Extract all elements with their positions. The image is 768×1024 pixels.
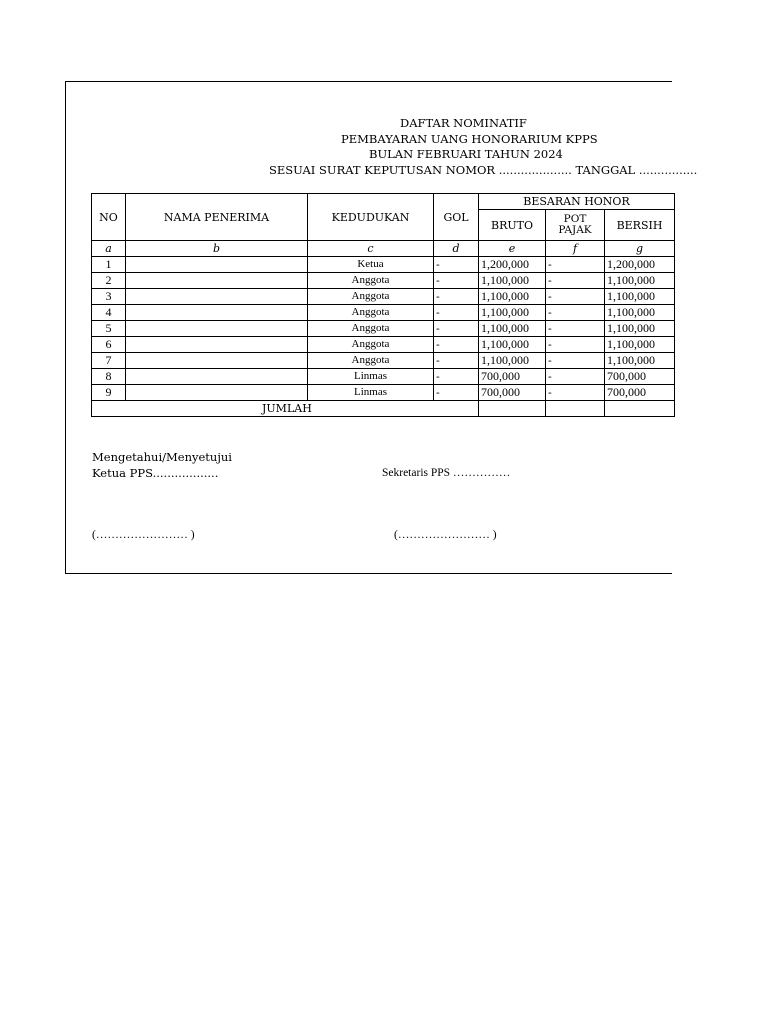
row-bersih: 700,000 xyxy=(605,369,675,385)
row-gol: - xyxy=(434,353,479,369)
row-gol: - xyxy=(434,305,479,321)
doc-period: BULAN FEBRUARI TAHUN 2024 xyxy=(369,147,563,161)
row-pot: - xyxy=(546,257,605,273)
row-bruto: 700,000 xyxy=(479,369,546,385)
row-gol: - xyxy=(434,289,479,305)
nominative-table xyxy=(91,193,675,417)
row-gol: - xyxy=(434,273,479,289)
row-gol: - xyxy=(434,321,479,337)
row-no: 3 xyxy=(92,289,126,305)
row-bersih: 700,000 xyxy=(605,385,675,401)
row-kedudukan: Anggota xyxy=(308,273,434,289)
header-kedudukan: KEDUDUKAN xyxy=(308,194,434,241)
row-nama xyxy=(126,369,308,385)
row-gol: - xyxy=(434,257,479,273)
table-row xyxy=(92,369,675,385)
ketua-label: Ketua PPS.................. xyxy=(92,466,219,480)
row-kedudukan: Anggota xyxy=(308,305,434,321)
total-bruto xyxy=(479,401,546,417)
row-no: 9 xyxy=(92,385,126,401)
row-pot: - xyxy=(546,385,605,401)
letter-c: c xyxy=(308,241,434,257)
signature-right: (…………………… ) xyxy=(394,529,497,541)
row-bruto: 1,100,000 xyxy=(479,273,546,289)
table-row xyxy=(92,385,675,401)
row-kedudukan: Linmas xyxy=(308,369,434,385)
doc-subtitle: PEMBAYARAN UANG HONORARIUM KPPS xyxy=(341,132,598,146)
row-nama xyxy=(126,257,308,273)
total-pot xyxy=(546,401,605,417)
row-no: 5 xyxy=(92,321,126,337)
row-nama xyxy=(126,353,308,369)
signature-left: (…………………… ) xyxy=(92,529,195,541)
row-bersih: 1,100,000 xyxy=(605,273,675,289)
row-nama xyxy=(126,321,308,337)
row-pot: - xyxy=(546,273,605,289)
row-nama xyxy=(126,305,308,321)
row-bersih: 1,100,000 xyxy=(605,353,675,369)
row-pot: - xyxy=(546,353,605,369)
row-nama xyxy=(126,289,308,305)
row-gol: - xyxy=(434,369,479,385)
row-pot: - xyxy=(546,321,605,337)
row-bruto: 1,100,000 xyxy=(479,321,546,337)
table-row xyxy=(92,273,675,289)
row-bruto: 1,200,000 xyxy=(479,257,546,273)
total-bersih xyxy=(605,401,675,417)
row-no: 8 xyxy=(92,369,126,385)
table-row xyxy=(92,289,675,305)
row-bersih: 1,100,000 xyxy=(605,305,675,321)
table-row xyxy=(92,321,675,337)
row-pot: - xyxy=(546,369,605,385)
letter-d: d xyxy=(434,241,479,257)
row-kedudukan: Anggota xyxy=(308,337,434,353)
approval-label: Mengetahui/Menyetujui xyxy=(92,450,232,464)
letter-g: g xyxy=(605,241,675,257)
row-bersih: 1,100,000 xyxy=(605,337,675,353)
row-pot: - xyxy=(546,305,605,321)
row-pot: - xyxy=(546,289,605,305)
row-kedudukan: Linmas xyxy=(308,385,434,401)
row-no: 7 xyxy=(92,353,126,369)
row-kedudukan: Anggota xyxy=(308,289,434,305)
row-no: 1 xyxy=(92,257,126,273)
row-gol: - xyxy=(434,337,479,353)
letter-e: e xyxy=(479,241,546,257)
row-no: 2 xyxy=(92,273,126,289)
row-gol: - xyxy=(434,385,479,401)
doc-decree-ref: SESUAI SURAT KEPUTUSAN NOMOR .................... TANGGAL ................ xyxy=(269,163,698,177)
row-bersih: 1,100,000 xyxy=(605,321,675,337)
table-row xyxy=(92,353,675,369)
header-besaran-honor: BESARAN HONOR xyxy=(479,194,675,210)
row-nama xyxy=(126,337,308,353)
row-no: 6 xyxy=(92,337,126,353)
document-sheet xyxy=(65,81,698,574)
doc-title: DAFTAR NOMINATIF xyxy=(400,116,527,130)
row-bersih: 1,200,000 xyxy=(605,257,675,273)
row-bruto: 1,100,000 xyxy=(479,305,546,321)
header-no: NO xyxy=(92,194,126,241)
row-kedudukan: Anggota xyxy=(308,321,434,337)
row-kedudukan: Ketua xyxy=(308,257,434,273)
header-bruto: BRUTO xyxy=(479,210,546,241)
total-label: JUMLAH xyxy=(92,401,479,417)
row-bruto: 700,000 xyxy=(479,385,546,401)
row-nama xyxy=(126,273,308,289)
header-nama: NAMA PENERIMA xyxy=(126,194,308,241)
row-bersih: 1,100,000 xyxy=(605,289,675,305)
table-row xyxy=(92,257,675,273)
row-kedudukan: Anggota xyxy=(308,353,434,369)
letter-f: f xyxy=(546,241,605,257)
header-bersih: BERSIH xyxy=(605,210,675,241)
row-bruto: 1,100,000 xyxy=(479,353,546,369)
row-bruto: 1,100,000 xyxy=(479,289,546,305)
table-row xyxy=(92,337,675,353)
header-pot-pajak: POT PAJAK xyxy=(546,210,605,241)
table-row xyxy=(92,305,675,321)
letter-b: b xyxy=(126,241,308,257)
sekretaris-label: Sekretaris PPS …………… xyxy=(382,467,511,479)
header-gol: GOL xyxy=(434,194,479,241)
row-nama xyxy=(126,385,308,401)
row-pot: - xyxy=(546,337,605,353)
row-bruto: 1,100,000 xyxy=(479,337,546,353)
row-no: 4 xyxy=(92,305,126,321)
letter-a: a xyxy=(92,241,126,257)
